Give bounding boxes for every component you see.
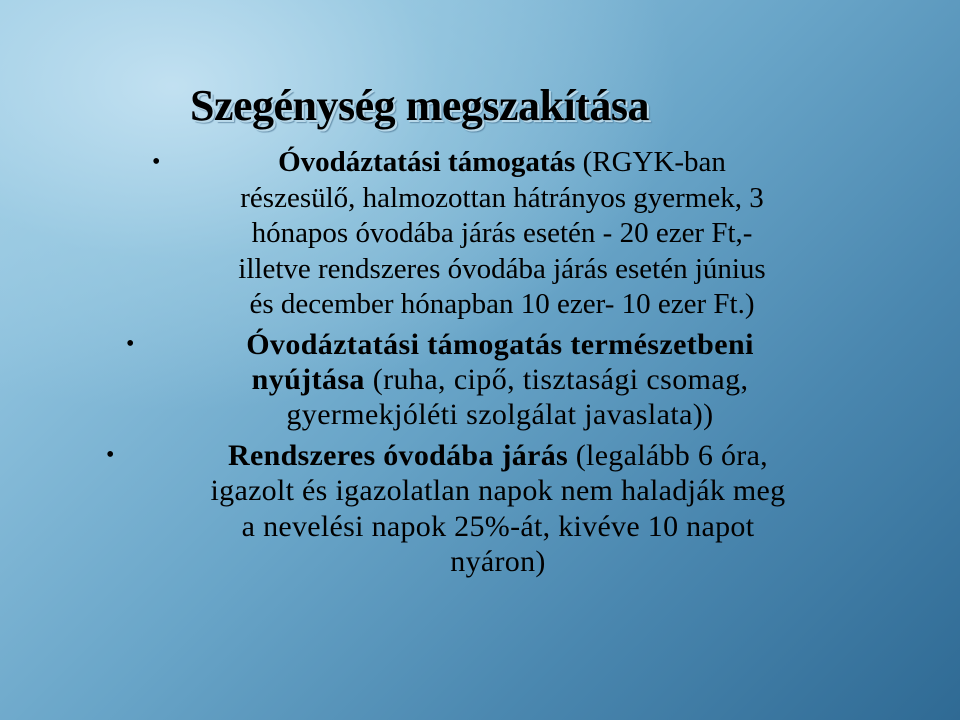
bullet-1-line-2: részesülő, halmozottan hátrányos gyermek, 3 <box>240 181 764 214</box>
bullet-2-line-2: nyújtása (ruha, cipő, tisztasági csomag, <box>251 362 749 396</box>
bullet-1-line-4: illetve rendszeres óvodába járás esetén június <box>238 252 766 285</box>
bullet-1-line-1: Óvodáztatási támogatás (RGYK-ban <box>278 146 726 178</box>
bullet-dot-icon: • <box>106 441 115 468</box>
bullet-1-line-5: és december hónapban 10 ezer- 10 ezer Ft.) <box>249 288 755 320</box>
slide-title: Szegénység megszakítása <box>190 81 649 130</box>
bullet-dot-icon: • <box>126 330 135 357</box>
bullet-3-line-2: igazolt és igazolatlan napok nem haladják meg <box>210 474 786 507</box>
bullet-item-1 <box>132 145 872 323</box>
bullet-3-line-4: nyáron) <box>450 545 546 578</box>
bullet-2-line-1: Óvodáztatási támogatás természetbeni <box>246 327 754 361</box>
bullet-3-line-1: Rendszeres óvodába járás (legalább 6 óra, <box>228 438 768 472</box>
slide-body <box>0 145 960 580</box>
bullet-2-line-3: gyermekjóléti szolgálat javaslata)) <box>286 397 714 431</box>
bullet-item-3 <box>108 438 888 580</box>
bullet-dot-icon: • <box>152 149 161 175</box>
bullet-item-2 <box>126 327 860 432</box>
bullet-3-line-3: a nevelési napok 25%-át, kivéve 10 napot <box>241 509 755 543</box>
bullet-1-bold: Óvodáztatási támogatás <box>278 146 576 178</box>
bullet-1-line-3: hónapos óvodába járás esetén - 20 ezer Ft,- <box>251 217 753 249</box>
